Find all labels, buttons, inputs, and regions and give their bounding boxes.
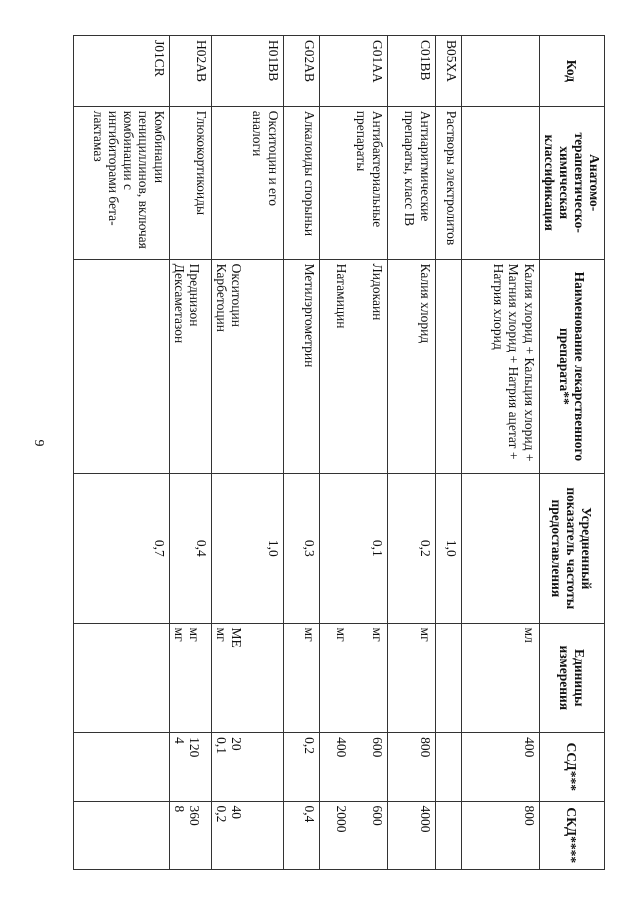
cell-unit [169,623,211,733]
table-row [211,36,283,870]
cell-frequency: 1,0 [435,474,461,623]
header-ssd: ССД*** [539,733,604,801]
ssd-value: 0,1 [213,737,229,754]
cell-atc: Антибактериальные препараты [319,106,387,259]
drug-name: Калия хлорид + Кальция хлорид + Магния хлорид + Натрия ацетат + Натрия хлорид [491,263,537,462]
cell-skd [435,801,461,869]
cell-frequency: 0,3 [283,474,319,623]
ssd-value: 4 [171,737,187,744]
ssd-value: 400 [334,737,350,758]
drug-table [73,35,605,870]
cell-code: G01AA [319,36,387,107]
cell-drug [319,259,387,473]
cell-skd [387,801,435,869]
cell-unit [435,623,461,733]
cell-drug [435,259,461,473]
unit-value: мл [521,627,537,643]
cell-skd [211,801,283,869]
cell-code: G02AB [283,36,319,107]
skd-value: 0,2 [213,805,229,823]
cell-frequency: 0,4 [169,474,211,623]
ssd-value: 400 [521,737,537,758]
ssd-value: 120 [186,737,202,758]
cell-drug [211,259,283,473]
cell-skd [73,801,169,869]
cell-frequency: 0,1 [319,474,387,623]
drug-name: Дексаметазон [171,263,187,344]
cell-drug [461,259,539,473]
page-number: 9 [31,439,46,447]
unit-value: мг [186,627,202,642]
unit-value: МЕ [228,627,244,648]
cell-frequency [461,474,539,623]
ssd-value: 20 [228,737,244,751]
header-frequency: Усредненный показатель частоты предоставления [539,474,604,623]
cell-frequency: 1,0 [211,474,283,623]
cell-unit [211,623,283,733]
cell-code: J01CR [73,36,169,107]
cell-ssd [211,733,283,801]
table-row [387,36,435,870]
table-row [435,36,461,870]
cell-atc: Алкалоиды спорыньи [283,106,319,259]
skd-value: 0,4 [301,805,317,823]
skd-value: 4000 [417,805,433,833]
cell-drug [283,259,319,473]
cell-skd [319,801,387,869]
cell-ssd [319,733,387,801]
cell-code: C01BB [387,36,435,107]
cell-ssd [435,733,461,801]
cell-ssd [283,733,319,801]
skd-value: 8 [171,805,187,813]
ssd-value: 0,2 [301,737,317,754]
drug-name: Калия хлорид [417,263,433,344]
unit-value: мг [213,627,229,642]
header-unit: Единицы измерения [539,623,604,733]
cell-atc: Глюкокортикоиды [169,106,211,259]
unit-value: мг [171,627,187,642]
drug-name: Карбетоцин [213,263,229,333]
cell-atc: Комбинации пенициллинов, включая комбинации с ингибиторами бета-лактамаз [73,106,169,259]
cell-drug [387,259,435,473]
cell-skd [461,801,539,869]
cell-ssd [169,733,211,801]
cell-ssd [73,733,169,801]
cell-code: H02AB [169,36,211,107]
cell-atc: Окситоцин и его аналоги [211,106,283,259]
cell-ssd [461,733,539,801]
cell-unit [283,623,319,733]
cell-unit [319,623,387,733]
skd-value: 600 [369,805,385,826]
ssd-value: 800 [417,737,433,758]
skd-value: 360 [186,805,202,826]
cell-code [461,36,539,107]
skd-value: 40 [228,805,244,820]
cell-atc [461,106,539,259]
cell-frequency: 0,2 [387,474,435,623]
skd-value: 800 [521,805,537,826]
drug-name: Преднизон [186,263,202,327]
drug-table-rotated [60,35,605,870]
cell-drug [73,259,169,473]
cell-frequency: 0,7 [73,474,169,623]
header-skd: СКД**** [539,801,604,869]
header-atc: Анатомо-терапевтическо-химическая классификация [539,106,604,259]
ssd-value: 600 [369,737,385,758]
drug-name: Метилэргометрин [301,263,317,368]
drug-name: Лидокаин [369,263,385,321]
cell-unit [73,623,169,733]
cell-skd [283,801,319,869]
cell-unit [387,623,435,733]
header-drug-name: Наименование лекарственного препарата** [539,259,604,473]
drug-name: Окситоцин [228,263,244,327]
cell-atc: Антиаритмические препараты, класс IB [387,106,435,259]
cell-code: H01BB [211,36,283,107]
table-row [73,36,169,870]
cell-atc: Растворы электролитов [435,106,461,259]
cell-code: B05XA [435,36,461,107]
skd-value: 2000 [334,805,350,833]
unit-value: мг [301,627,317,642]
table-row [461,36,539,870]
cell-unit [461,623,539,733]
unit-value: мг [417,627,433,642]
table-header-row [539,36,604,870]
table-row [169,36,211,870]
cell-drug [169,259,211,473]
table-row [319,36,387,870]
table-row [283,36,319,870]
cell-ssd [387,733,435,801]
drug-name: Натамицин [334,263,350,329]
unit-value: мг [369,627,385,642]
unit-value: мг [334,627,350,642]
cell-skd [169,801,211,869]
header-code: Код [539,36,604,107]
